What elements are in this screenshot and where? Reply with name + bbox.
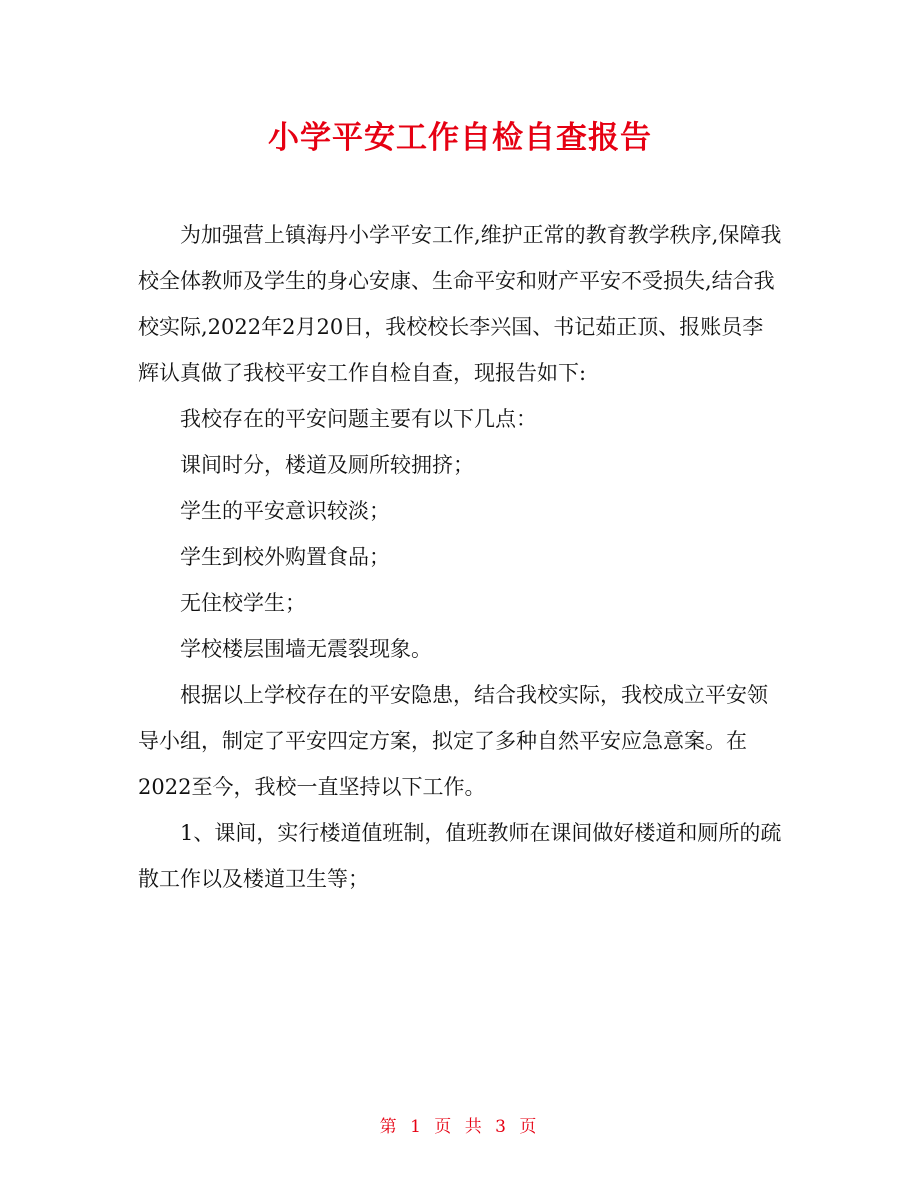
paragraph: 无住校学生； [180,591,306,615]
paragraph: 我校存在的平安问题主要有以下几点： [180,407,537,431]
paragraph: 1、课间，实行楼道值班制，值班教师在课间做好楼道和厕所的疏散工作以及楼道卫生等； [138,821,782,891]
paragraph: 课间时分，楼道及厕所较拥挤； [180,453,474,477]
paragraph: 学校楼层围墙无震裂现象。 [180,637,432,661]
document-title: 小学平安工作自检自查报告 [268,120,652,156]
paragraph: 为加强营上镇海丹小学平安工作,维护正常的教育教学秩序,保障我校全体教师及学生的身心安康、生命平安和财产平安不受损失,结合我校实际,2022年2月20日，我校校长李兴国、书记茹正顶、报账员李辉认真做了我校平安工作自检自查，现报告如下: [138,223,782,385]
paragraph: 学生到校外购置食品； [180,545,390,569]
page-number: 第 1 页 共 3 页 [379,1117,541,1137]
document-body [138,212,784,902]
paragraph: 根据以上学校存在的平安隐患，结合我校实际，我校成立平安领导小组，制定了平安四定方案，拟定了多种自然平安应急意案。在2022至今，我校一直坚持以下工作。 [138,683,768,799]
paragraph: 学生的平安意识较淡； [180,499,390,523]
